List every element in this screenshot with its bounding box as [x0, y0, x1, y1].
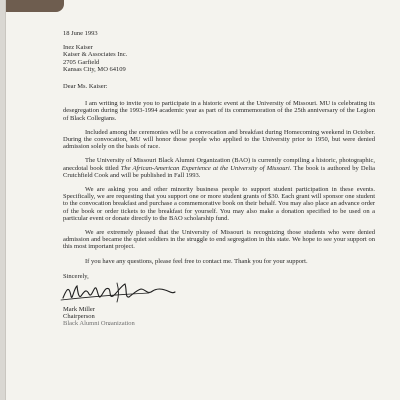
book-text-after: . The book is authored by Delia Crutchfield Cook and will be published in Fall 1993. [63, 164, 376, 179]
recipient-city: Kansas City, MO 64109 [63, 65, 126, 73]
handwritten-signature [59, 280, 179, 306]
paragraph-convocation: Included among the ceremonies will be a convocation and breakfast during Homecoming weekend in October. During the convocation, MU will honor those people who applied to the University prior to 1950, but were denied admission solely on the basis of race. [63, 128, 375, 151]
signer-title: Chairperson [63, 313, 95, 321]
paragraph-request: We are asking you and other minority business people to support student participation in these events. Specifically, we are requesting that you support one or more student grants of $30. Each grant will sponsor one student to the convocation breakfast and purchase a commemorative book on their behalf. You may also place an advance order of the book or order tickets to the breakfast for yourself. You may also make a donation specified to be used on a particular event or donate directly to the BAO scholarship fund. [63, 186, 375, 222]
book-title: The African-American Experience at the University of Missouri [120, 164, 290, 172]
sign-off: Sincerely, [63, 272, 89, 280]
recipient-street: 2705 Garfield [63, 58, 100, 66]
letter-page [6, 0, 400, 400]
recipient-company: Kaiser & Associates Inc. [63, 51, 128, 59]
letter-date: 18 June 1993 [63, 30, 98, 37]
paragraph-book [63, 157, 375, 179]
signer-name: Mark Miller [63, 306, 95, 314]
recipient-name: Inez Kaiser [63, 44, 93, 52]
paragraph-recognition: We are extremely pleased that the University of Missouri is recognizing those students who were denied admission and became the quiet soldiers in the struggle to end segregation in this state. We hope to see your support on this most important project. [63, 229, 375, 251]
salutation: Dear Ms. Kaiser: [63, 83, 108, 91]
paragraph-closing: If you have any questions, please feel free to contact me. Thank you for your support. [85, 257, 308, 265]
signer-org-cropped [63, 320, 375, 325]
paragraph-invitation: I am writing to invite you to participate in a historic event at the University of Missouri. MU is celebrating its desegregation during the 1993-1994 academic year as part of its commemoration of the 25th anniversary of the Legion of Black Collegians. [63, 100, 375, 122]
recipient-address [63, 44, 375, 73]
book-text-before: The University of Missouri Black Alumni Organization (BAO) is currently compiling a historic, photographic, anecdotal book titled [63, 157, 375, 172]
letterhead-mark [6, 0, 64, 12]
signer-org: Black Alumni Organization [63, 320, 135, 326]
letter-body [63, 30, 375, 325]
